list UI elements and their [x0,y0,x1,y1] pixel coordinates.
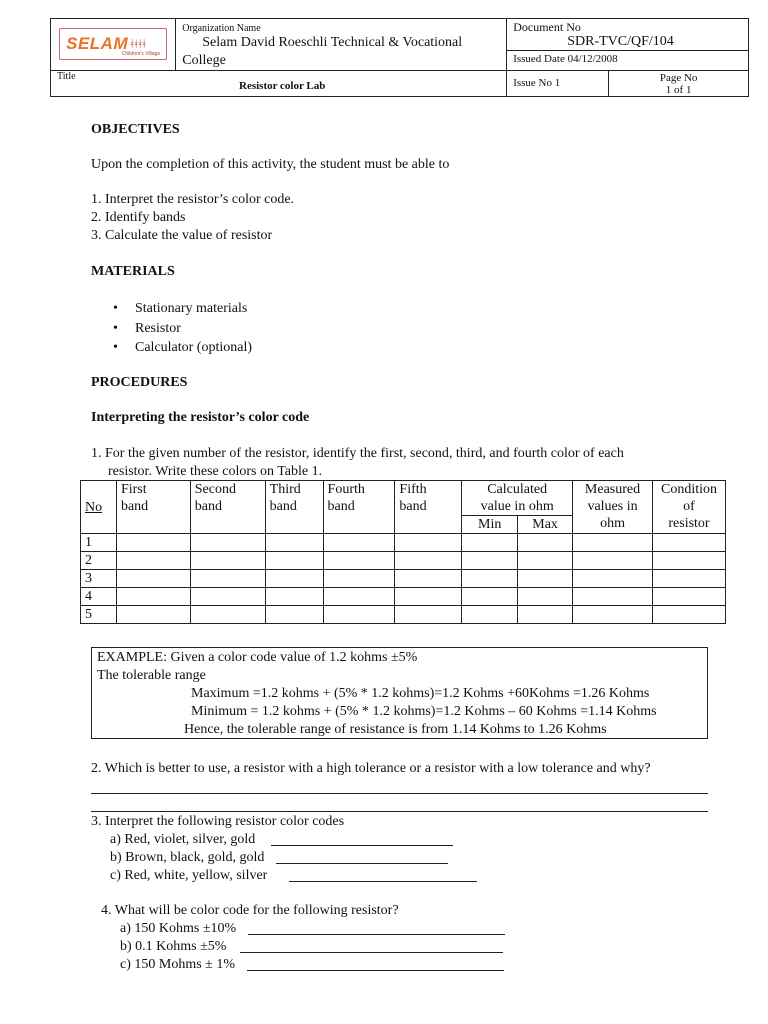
question-2: 2. Which is better to use, a resistor with a high tolerance or a resistor with a low tolerance and why? [91,761,651,776]
col-header-second: Second band [190,481,265,534]
issued-date: Issued Date 04/12/2008 [513,53,618,65]
col-header-max: Max [518,516,573,534]
doc-no-label: Document No [513,20,581,34]
objective-item: 1. Interpret the resistor’s color code. [91,192,295,207]
title-label: Title [57,71,76,82]
issue-no: Issue No 1 [507,71,609,97]
q3-item-a: a) Red, violet, silver, gold [110,832,256,847]
answer-line[interactable] [276,863,448,864]
materials-heading: MATERIALS [91,264,175,279]
example-line1: EXAMPLE: Given a color code value of 1.2 kohms ±5% [97,650,418,665]
table-row: 4 [81,588,726,606]
q4-item-b: b) 0.1 Kohms ±5% [120,939,227,954]
material-item: • Resistor [91,319,252,339]
children-figures-icon: ᚼᚼᚼᚼ [129,38,146,50]
table-row: 3 [81,570,726,588]
question-3: 3. Interpret the following resistor color codes [91,814,345,829]
procedures-heading: PROCEDURES [91,375,188,390]
objective-item: 3. Calculate the value of resistor [91,228,273,243]
answer-line[interactable] [247,970,504,971]
title-cell [51,71,507,97]
table-row: 1 [81,534,726,552]
selam-logo: SELAM ᚼᚼᚼᚼ Children's Village [59,28,167,60]
procedures-subheading: Interpreting the resistor’s color code [91,410,310,425]
q3-item-c: c) Red, white, yellow, silver [110,868,268,883]
q3-item-b: b) Brown, black, gold, gold [110,850,265,865]
answer-line[interactable] [240,952,503,953]
logo-cell [51,19,176,71]
objectives-intro: Upon the completion of this activity, the student must be able to [91,157,450,172]
example-line5: Hence, the tolerable range of resistance is from 1.14 Kohms to 1.26 Kohms [184,722,607,737]
step1-line2: resistor. Write these colors on Table 1. [108,464,323,479]
question-4: 4. What will be color code for the following resistor? [101,903,399,918]
table-row: 5 [81,606,726,624]
col-header-first: First band [116,481,190,534]
col-header-calculated: Calculated value in ohm [462,481,573,516]
page-no-cell [609,71,749,97]
org-name-line1: Selam David Roeschli Technical & Vocational [202,35,463,50]
answer-line[interactable] [248,934,505,935]
col-header-no: No [81,481,117,534]
objectives-heading: OBJECTIVES [91,122,180,137]
answer-line[interactable] [91,793,708,794]
material-item: • Stationary materials [91,299,252,319]
example-line4: Minimum = 1.2 kohms + (5% * 1.2 kohms)=1.2 Kohms – 60 Kohms =1.14 Kohms [191,704,657,719]
col-header-measured: Measured values in ohm [573,481,653,534]
doc-no-cell [507,19,749,71]
objective-item: 2. Identify bands [91,210,186,225]
table-row: 2 [81,552,726,570]
col-header-fifth: Fifth band [395,481,462,534]
materials-list [91,299,252,358]
org-name-line2: College [182,53,226,68]
page-no: 1 of 1 [665,84,692,96]
org-cell [176,19,507,71]
col-header-third: Third band [265,481,323,534]
q4-item-c: c) 150 Mohms ± 1% [120,957,236,972]
doc-title: Resistor color Lab [239,80,326,92]
example-box [91,647,708,739]
example-line3: Maximum =1.2 kohms + (5% * 1.2 kohms)=1.2 Kohms +60Kohms =1.26 Kohms [191,686,650,701]
answer-line[interactable] [91,811,708,812]
answer-line[interactable] [271,845,453,846]
col-header-condition: Condition of resistor [652,481,725,534]
answer-line[interactable] [289,881,477,882]
col-header-min: Min [462,516,518,534]
step1-line1: 1. For the given number of the resistor, identify the first, second, third, and fourth color of each [91,446,624,461]
q4-item-a: a) 150 Kohms ±10% [120,921,237,936]
col-header-fourth: Fourth band [323,481,395,534]
org-label: Organization Name [182,23,261,34]
objectives-list [91,191,294,245]
document-header [50,18,749,97]
page-no-label: Page No [659,72,698,84]
material-item: • Calculator (optional) [91,338,252,358]
doc-no: SDR-TVC/QF/104 [567,34,674,49]
example-line2: The tolerable range [97,668,206,683]
resistor-table [80,480,726,624]
